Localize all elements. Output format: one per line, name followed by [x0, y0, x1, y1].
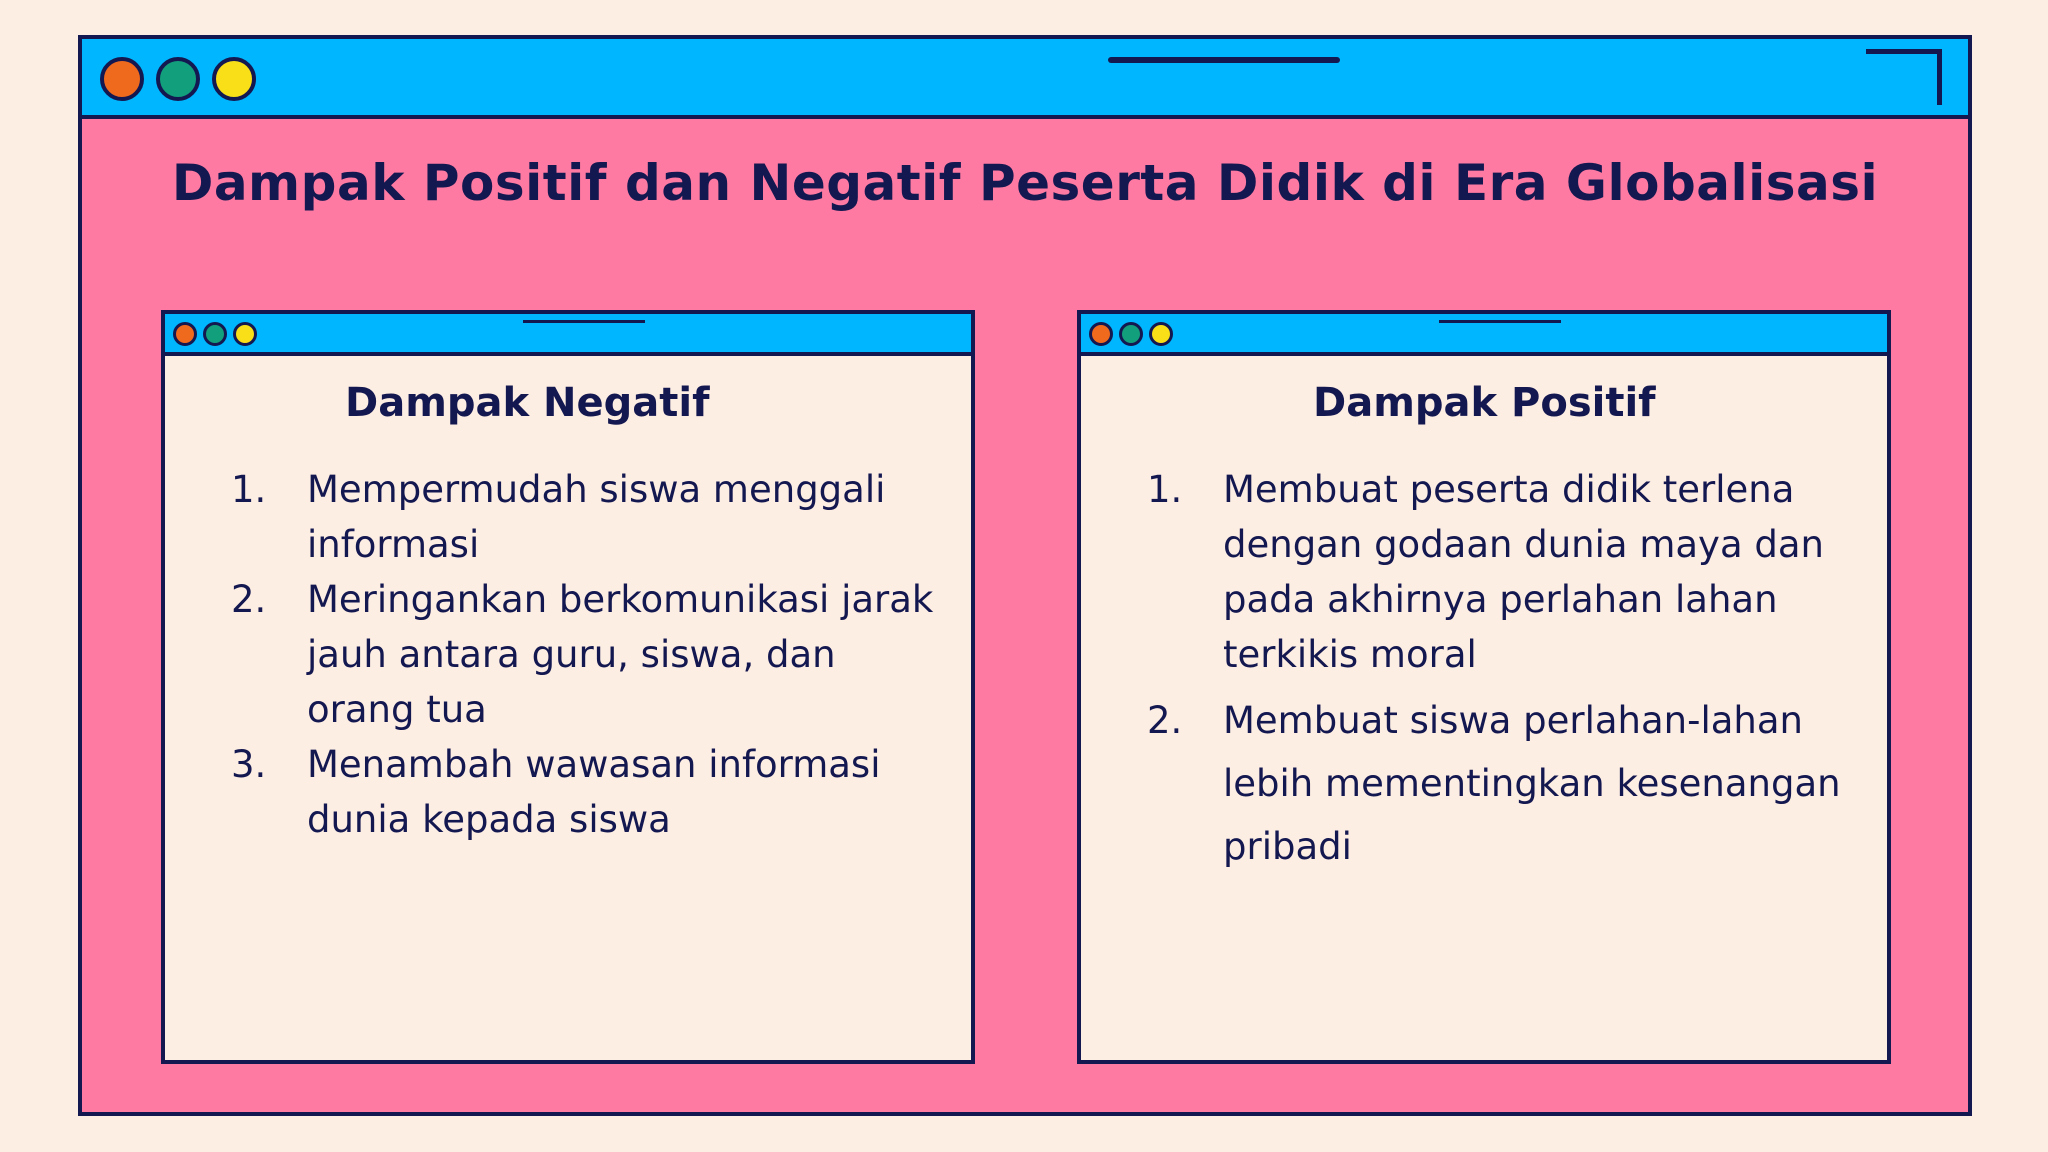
list-item-number: 2. — [231, 578, 267, 621]
list-item — [231, 572, 951, 737]
list-item-number: 1. — [1147, 468, 1183, 511]
close-dot-icon — [100, 57, 144, 101]
negative-impact-card — [161, 310, 975, 1064]
positive-impact-card — [1077, 310, 1891, 1064]
minimize-dot-icon — [156, 57, 200, 101]
slide-title: Dampak Positif dan Negatif Peserta Didik di Era Globalisasi — [171, 154, 1879, 212]
card-maximize-dot-icon — [233, 322, 257, 346]
list-item-text: Meringankan berkomunikasi jarak jauh antara guru, siswa, dan orang tua — [307, 578, 934, 731]
list-item-text: Membuat peserta didik terlena dengan godaan dunia maya dan pada akhirnya perlahan lahan terkikis moral — [1223, 468, 1824, 676]
list-item-text: Mempermudah siswa menggali informasi — [307, 468, 886, 566]
list-item — [231, 737, 951, 847]
list-item — [1147, 462, 1867, 682]
card-titlebar — [1081, 314, 1887, 356]
list-item — [1147, 689, 1867, 878]
card-titlebar-line-decoration — [523, 320, 645, 323]
card-titlebar — [165, 314, 971, 356]
maximize-dot-icon — [212, 57, 256, 101]
card-heading: Dampak Positif — [1313, 380, 1656, 426]
main-window-frame — [78, 35, 1972, 1116]
card-maximize-dot-icon — [1149, 322, 1173, 346]
card-close-dot-icon — [1089, 322, 1113, 346]
card-minimize-dot-icon — [203, 322, 227, 346]
list-item-number: 1. — [231, 468, 267, 511]
list-item — [231, 462, 951, 572]
impact-list — [231, 462, 951, 847]
card-heading: Dampak Negatif — [345, 380, 710, 426]
titlebar-line-decoration — [1108, 57, 1340, 63]
list-item-number: 3. — [231, 743, 267, 786]
card-titlebar-line-decoration — [1439, 320, 1561, 323]
list-item-text: Membuat siswa perlahan-lahan lebih mementingkan kesenangan pribadi — [1223, 699, 1841, 868]
corner-bracket-decoration — [1866, 49, 1942, 105]
card-minimize-dot-icon — [1119, 322, 1143, 346]
card-close-dot-icon — [173, 322, 197, 346]
list-item-number: 2. — [1147, 699, 1183, 742]
window-titlebar — [82, 39, 1968, 119]
list-item-text: Menambah wawasan informasi dunia kepada siswa — [307, 743, 881, 841]
impact-list — [1147, 462, 1867, 878]
